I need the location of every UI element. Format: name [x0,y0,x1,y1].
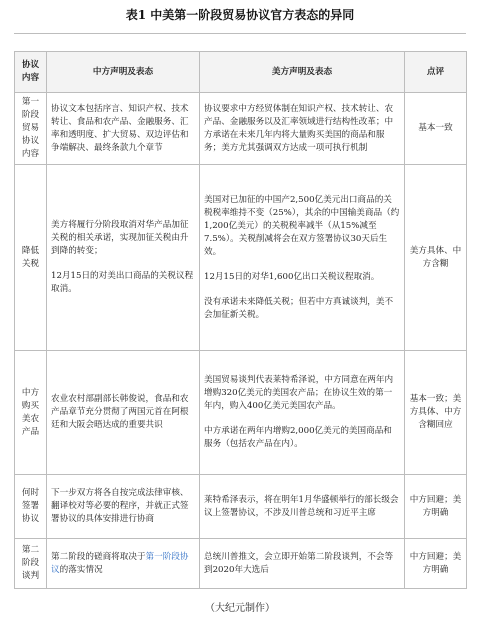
china-text: 美方将履行分阶段取消对华产品加征关税的相关承诺，实现加征关税由升到降的转变； [51,220,189,256]
row-comment: 基本一致；美方具体、中方含糊回应 [405,351,467,475]
row-comment: 中方回避；美方明确 [405,475,467,539]
row-comment: 美方具体、中方含糊 [405,165,467,351]
table-title: 表1 中美第一阶段贸易协议官方表态的异同 [125,8,355,22]
china-statement [47,475,200,539]
comparison-table [14,51,467,589]
row-topic: 何时签署协议 [15,475,47,539]
us-text: 中方承诺在两年内增购2,000亿美元的美国商品和服务（包括农产品在内）。 [204,426,392,449]
us-statement [200,165,405,351]
us-text: 协议要求中方经贸体制在知识产权、技术转让、农产品、金融服务以及汇率领域进行结构性改革；中方承诺在未来几年内将大量购买美国的商品和服务；美方尤其强调双方达成一项可执行机制 [204,103,394,153]
us-statement [200,93,405,165]
header-comment: 点评 [405,52,467,93]
row-topic: 中方购买美农产品 [15,351,47,475]
us-text: 12月15日的对华1,600亿出口关税议程取消。 [204,271,380,282]
table-row [15,475,467,539]
header-us: 美方声明及表态 [200,52,405,93]
us-text: 美国贸易谈判代表莱特希泽说，中方同意在两年内增购320亿美元的美国农产品；在协议生效的第一年内，购入400亿美元美国农产品。 [204,375,394,411]
table-header-row [15,52,467,93]
top-divider [14,33,466,34]
table-row [15,539,467,589]
us-text: 总统川普推文，会立即开始第二阶段谈判，不会等到2020年大选后 [204,551,394,575]
china-text: 协议文本包括序言、知识产权、技术转让、食品和农产品、金融服务、汇率和透明度、扩大贸易、双边评估和争端解决、最终条款九个章节 [51,103,189,153]
china-statement [47,93,200,165]
us-text: 没有承诺未来降低关税；但若中方真诚谈判，美不会加征新关税。 [204,296,394,320]
us-text: 莱特希泽表示，将在明年1月华盛顿举行的部长级会议上签署协议，不涉及川普总统和习近平主席 [204,494,399,518]
us-statement [200,475,405,539]
header-china: 中方声明及表态 [47,52,200,93]
us-statement [200,539,405,589]
china-text: 第二阶段的磋商将取决于 [51,551,146,562]
china-text: 的落实情况 [59,564,103,575]
row-topic: 第二阶段谈判 [15,539,47,589]
china-text: 12月15日的对美出口商品的关税议程取消。 [51,271,194,294]
china-text: 下一步双方将各自按完成法律审核、翻译校对等必要的程序，并就正式签署协议的具体安排进行协商 [51,488,189,524]
table-row [15,165,467,351]
row-topic: 第一阶段贸易协议内容 [15,93,47,165]
us-text: 美国对已加征的中国产2,500亿美元出口商品的关税税率维持不变（25%），其余的中国输美商品（约1,200亿美元）的关税税率减半（从15%减至7.5%）。关税削减将会在双方签署协议30天后生效。 [204,194,400,257]
china-statement [47,165,200,351]
row-topic: 降低关税 [15,165,47,351]
phase-one-agreement-link[interactable]: 第一阶段协议 [51,551,189,575]
row-comment: 基本一致 [405,93,467,165]
us-statement [200,351,405,475]
row-comment: 中方回避；美方明确 [405,539,467,589]
table-row [15,351,467,475]
table-row [15,93,467,165]
china-statement [47,539,200,589]
header-topic: 协议内容 [15,52,47,93]
credit-footer: （大纪元制作） [205,603,275,614]
china-text: 农业农村部副部长韩俊说，食品和农产品章节充分贯彻了两国元首在阿根廷和大阪会晤达成的重要共识 [51,394,189,430]
china-statement [47,351,200,475]
